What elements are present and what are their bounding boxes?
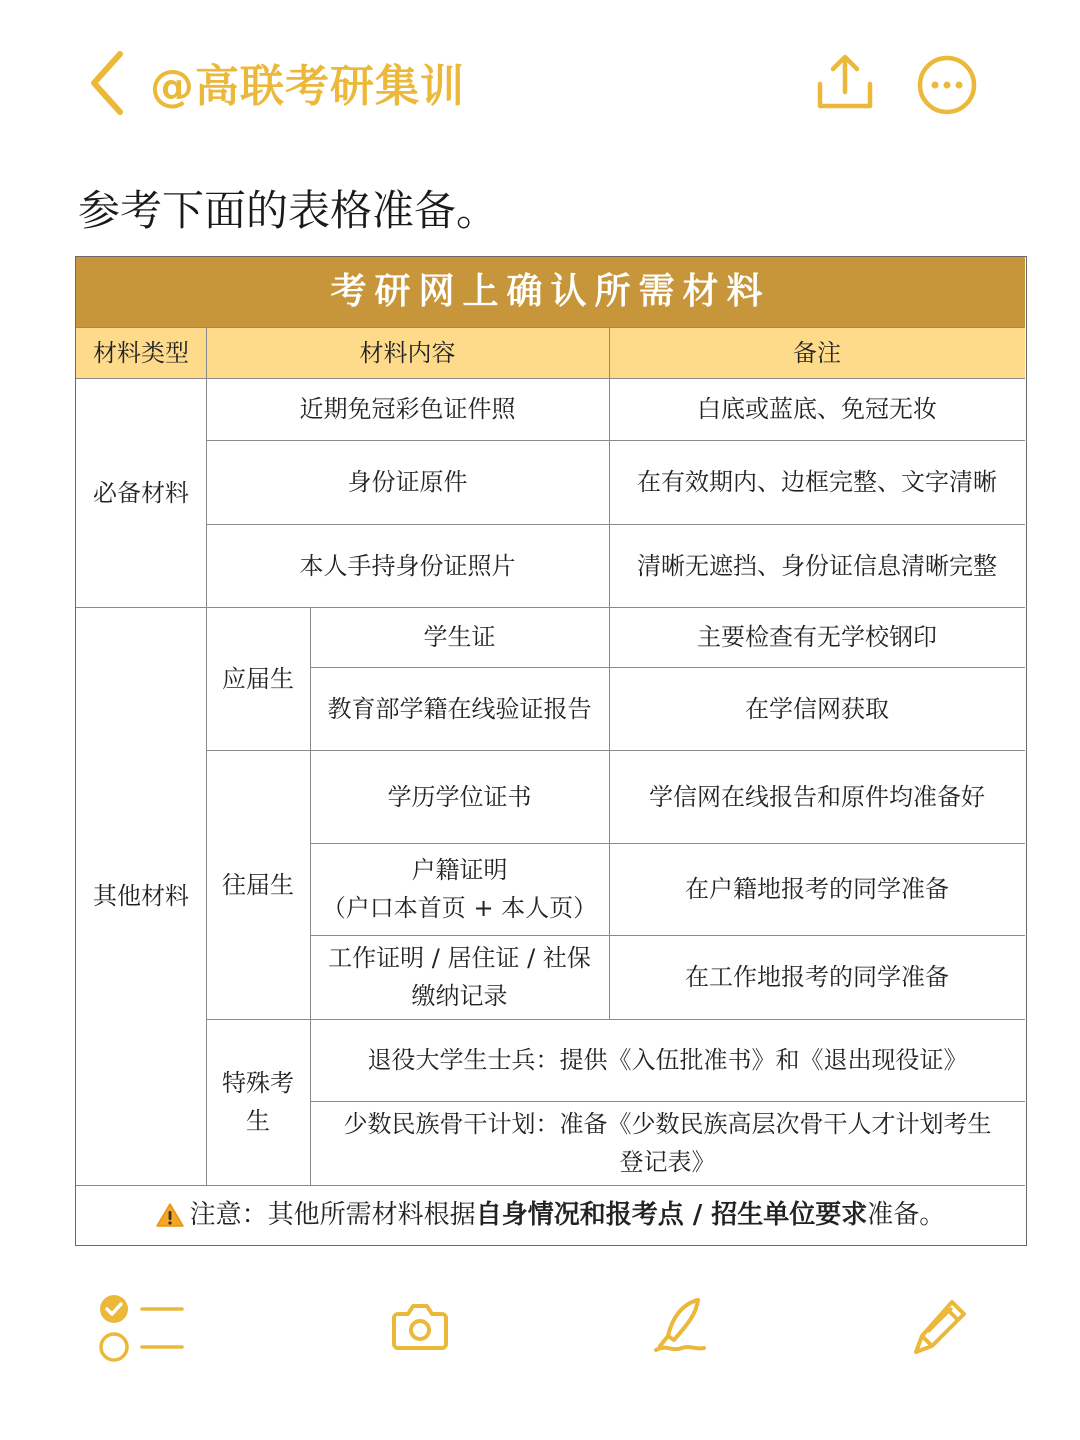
table-cell-remark: 在工作地报考的同学准备 — [685, 963, 949, 991]
table-title: 考研网上确认所需材料 — [76, 257, 1025, 327]
label-line: 生 — [246, 1107, 270, 1135]
table-cell-special: 退役大学生士兵：提供《入伍批准书》和《退出现役证》 — [367, 1046, 968, 1074]
draw-button[interactable] — [652, 1296, 708, 1356]
materials-table — [75, 256, 1027, 1246]
table-cell-content: 本人手持身份证照片 — [299, 551, 516, 580]
table-cell-remark: 在学信网获取 — [745, 694, 889, 723]
content-line: 户籍证明 — [411, 856, 508, 884]
camera-button[interactable] — [392, 1300, 448, 1352]
category-other: 其他材料 — [93, 882, 189, 910]
edit-icon — [912, 1296, 968, 1356]
content-line: （户口本首页 + 本人页） — [321, 894, 598, 922]
table-cell-content: 近期免冠彩色证件照 — [299, 395, 516, 423]
table-cell-content — [310, 843, 609, 935]
table-cell-remark: 学信网在线报告和原件均准备好 — [649, 782, 985, 811]
table-cell-special — [310, 1101, 1025, 1185]
label-line: 特殊考 — [222, 1069, 294, 1097]
nav-header — [0, 0, 1080, 160]
note-prefix: 注意：其他所需材料根据 — [189, 1200, 476, 1230]
subcategory-past: 往届生 — [222, 870, 294, 899]
table-cell-content: 学历学位证书 — [387, 782, 532, 811]
table-cell-content: 学生证 — [423, 623, 496, 651]
table-cell-content: 教育部学籍在线验证报告 — [327, 694, 592, 723]
table-cell-content — [310, 935, 609, 1019]
share-button[interactable] — [814, 52, 876, 114]
intro-text: 参考下面的表格准备。 — [78, 186, 499, 235]
content-line: 工作证明 / 居住证 / 社保 — [328, 944, 591, 972]
checklist-button[interactable] — [96, 1292, 188, 1362]
pen-icon — [652, 1296, 708, 1356]
edit-button[interactable] — [912, 1296, 968, 1356]
content-line: 少数民族骨干计划：准备《少数民族高层次骨干人才计划考生 — [343, 1110, 992, 1138]
column-header-content: 材料内容 — [206, 327, 609, 378]
column-header-type: 材料类型 — [76, 327, 206, 378]
chevron-left-icon — [84, 48, 134, 118]
table-cell-remark: 在户籍地报考的同学准备 — [685, 875, 949, 903]
table-cell-content: 身份证原件 — [347, 468, 468, 496]
table-cell-remark: 清晰无遮挡、身份证信息清晰完整 — [637, 551, 997, 580]
subcategory-special — [206, 1019, 310, 1185]
table-cell-remark: 在有效期内、边框完整、文字清晰 — [637, 468, 997, 496]
subcategory-fresh: 应届生 — [222, 664, 294, 693]
more-button[interactable] — [916, 54, 978, 116]
content-line: 缴纳记录 — [411, 982, 508, 1010]
table-cell-remark: 主要检查有无学校钢印 — [697, 623, 937, 651]
table-note — [76, 1185, 1025, 1245]
column-header-remark: 备注 — [609, 327, 1025, 378]
checklist-icon — [96, 1292, 188, 1362]
warning-icon — [156, 1202, 184, 1228]
more-icon — [916, 54, 978, 116]
bottom-toolbar — [0, 1270, 1080, 1410]
account-name[interactable]: @高联考研集训 — [150, 61, 465, 112]
note-bold: 自身情况和报考点 / 招生单位要求 — [475, 1200, 868, 1230]
content-line: 登记表》 — [619, 1148, 716, 1176]
category-required: 必备材料 — [93, 478, 189, 507]
share-icon — [814, 52, 876, 114]
table-cell-remark: 白底或蓝底、免冠无妆 — [697, 395, 937, 423]
back-button[interactable] — [84, 48, 134, 118]
camera-icon — [392, 1300, 448, 1352]
note-suffix: 准备。 — [867, 1200, 946, 1230]
